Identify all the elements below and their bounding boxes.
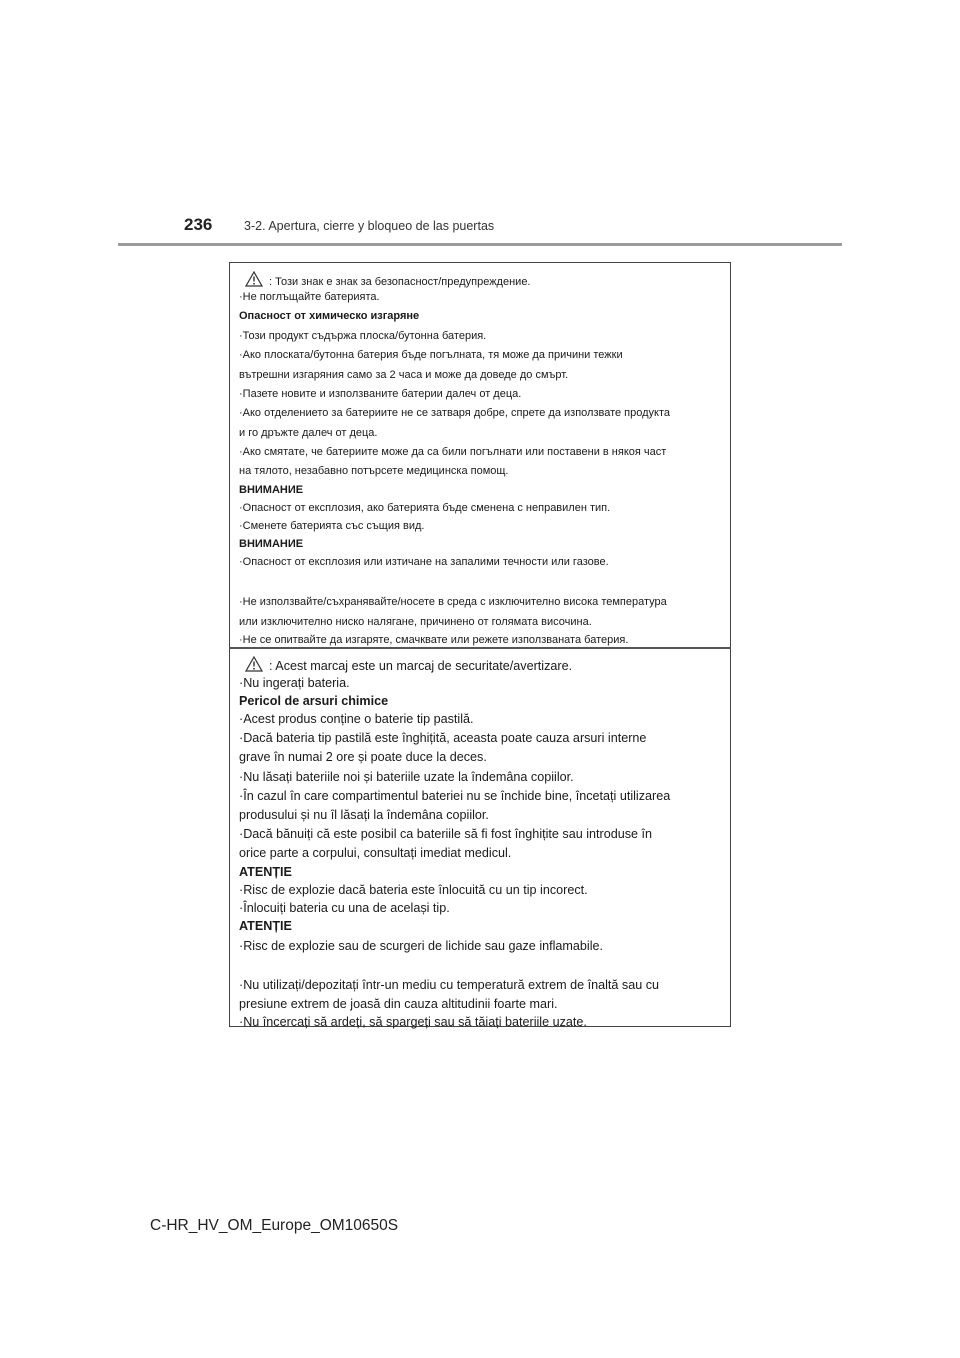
warning-line-text: ·Пазете новите и използваните батерии далеч от деца. bbox=[239, 388, 522, 400]
warning-line-text: ·Ако отделението за батериите не се затваря добре, спрете да използвате продукта bbox=[239, 407, 671, 419]
warning-line bbox=[239, 675, 350, 691]
warning-line bbox=[239, 368, 568, 382]
warning-line-text: ·Nu încercați să ardeți, să spargeți sau să tăiați bateriile uzate. bbox=[239, 1015, 587, 1029]
page-number: 236 bbox=[184, 215, 213, 234]
warning-line bbox=[239, 882, 588, 898]
warning-line bbox=[239, 615, 592, 629]
warning-line-text: : Acest marcaj este un marcaj de securitate/avertizare. bbox=[269, 659, 573, 673]
warning-line bbox=[239, 555, 609, 569]
page-header bbox=[0, 0, 960, 250]
romanian-warning-block bbox=[230, 650, 730, 1029]
warning-line-text: ·Ако плоската/бутонна батерия бъде погълната, тя може да причини тежки bbox=[239, 349, 623, 361]
warning-line bbox=[239, 348, 623, 362]
warning-line bbox=[239, 633, 628, 647]
document-code: C-HR_HV_OM_Europe_OM10650S bbox=[150, 1217, 399, 1234]
warning-line-text: ВНИМАНИЕ bbox=[239, 484, 304, 496]
warning-line bbox=[239, 595, 667, 609]
warning-line-text: ·Risc de explozie sau de scurgeri de lichide sau gaze inflamabile. bbox=[239, 939, 604, 953]
warning-line bbox=[239, 769, 574, 785]
warning-line bbox=[239, 730, 646, 746]
warning-heading bbox=[239, 309, 419, 323]
warning-line-text: ·Nu ingerați bateria. bbox=[239, 676, 350, 690]
warning-line bbox=[239, 387, 521, 401]
bulgarian-warning-block bbox=[230, 263, 730, 648]
warning-line bbox=[239, 826, 652, 842]
warning-line bbox=[239, 977, 659, 993]
warning-line-text: Опасност от химическо изгаряне bbox=[239, 310, 420, 322]
warning-heading bbox=[239, 693, 388, 709]
warning-line-text: ·Сменете батерията със същия вид. bbox=[239, 520, 425, 532]
warning-line-text: ВНИМАНИЕ bbox=[239, 538, 304, 550]
warning-line-text: и го дръжте далеч от деца. bbox=[239, 427, 378, 439]
warning-line bbox=[239, 464, 509, 478]
warning-heading bbox=[239, 918, 292, 934]
warning-line-text: ATENȚIE bbox=[239, 919, 292, 933]
warning-line-text: ·Nu lăsați bateriile noi și bateriile uzate la îndemâna copiilor. bbox=[239, 770, 574, 784]
warning-line bbox=[239, 656, 572, 674]
warning-line-text: ·Înlocuiți bateria cu una de același tip. bbox=[239, 901, 450, 915]
warning-line-text: ·Dacă bănuiți că este posibil ca bateriile să fi fost înghițite sau introduse în bbox=[239, 827, 653, 841]
battery-warning-box bbox=[229, 262, 731, 1027]
warning-line bbox=[239, 501, 610, 515]
section-title: 3-2. Apertura, cierre y bloqueo de las puertas bbox=[244, 219, 495, 233]
warning-line bbox=[239, 290, 380, 304]
warning-line bbox=[239, 406, 670, 420]
warning-line bbox=[239, 788, 670, 804]
warning-line-text: ·Acest produs conține o baterie tip pastilă. bbox=[239, 712, 474, 726]
warning-line bbox=[239, 445, 666, 459]
warning-heading bbox=[239, 864, 292, 880]
warning-line-text: ·În cazul în care compartimentul bateriei nu se închide bine, încetați utilizarea bbox=[239, 789, 671, 803]
warning-line bbox=[239, 807, 489, 823]
warning-triangle-icon bbox=[245, 656, 263, 672]
warning-line bbox=[239, 996, 558, 1012]
warning-line-text: ·Dacă bateria tip pastilă este înghițită, aceasta poate cauza arsuri interne bbox=[239, 731, 647, 745]
warning-line-text: ·Този продукт съдържа плоска/бутонна батерия. bbox=[239, 330, 487, 342]
warning-line bbox=[239, 1014, 587, 1030]
warning-heading bbox=[239, 483, 303, 497]
warning-line-text: ·Не поглъщайте батерията. bbox=[239, 291, 380, 303]
warning-line-text: grave în numai 2 ore și poate duce la deces. bbox=[239, 750, 487, 764]
warning-line bbox=[239, 519, 424, 533]
warning-line-text: ·Не се опитвайте да изгаряте, смачквате или режете използваната батерия. bbox=[239, 634, 629, 646]
header-rule bbox=[118, 243, 842, 246]
warning-line-text: ·Опасност от експлозия или изтичане на запалими течности или газове. bbox=[239, 556, 609, 568]
warning-line bbox=[239, 938, 603, 954]
warning-line-text: на тялото, незабавно потърсете медицинска помощ. bbox=[239, 465, 509, 477]
warning-line-text: вътрешни изгаряния само за 2 часа и може да доведе до смърт. bbox=[239, 369, 569, 381]
warning-line bbox=[239, 329, 486, 343]
warning-line-text: Pericol de arsuri chimice bbox=[239, 694, 389, 708]
warning-heading bbox=[239, 537, 303, 551]
warning-line-text: : Този знак е знак за безопасност/предупреждение. bbox=[269, 276, 531, 288]
warning-line-text: ATENȚIE bbox=[239, 865, 292, 879]
warning-line bbox=[239, 426, 377, 440]
warning-line bbox=[239, 749, 487, 765]
warning-line bbox=[239, 711, 474, 727]
warning-line-text: ·Опасност от експлозия, ако батерията бъде сменена с неправилен тип. bbox=[239, 502, 611, 514]
warning-line-text: ·Не използвайте/съхранявайте/носете в среда с изключително висока температура bbox=[239, 596, 667, 608]
warning-line bbox=[239, 845, 511, 861]
warning-line-text: или изключително ниско налягане, причинено от голямата височина. bbox=[239, 616, 592, 628]
warning-line bbox=[239, 271, 531, 289]
warning-triangle-icon bbox=[245, 271, 263, 287]
warning-line-text: ·Risc de explozie dacă bateria este înlocuită cu un tip incorect. bbox=[239, 883, 588, 897]
warning-line bbox=[239, 900, 450, 916]
warning-line-text: orice parte a corpului, consultați imediat medicul. bbox=[239, 846, 512, 860]
warning-line-text: ·Nu utilizați/depozitați într-un mediu cu temperatură extrem de înaltă sau cu bbox=[239, 978, 659, 992]
warning-line-text: presiune extrem de joasă din cauza altitudinii foarte mari. bbox=[239, 997, 558, 1011]
block-divider bbox=[230, 647, 730, 649]
warning-line-text: produsului și nu îl lăsați la îndemâna copiilor. bbox=[239, 808, 489, 822]
warning-line-text: ·Ако смятате, че батериите може да са били погълнати или поставени в някоя част bbox=[239, 446, 667, 458]
